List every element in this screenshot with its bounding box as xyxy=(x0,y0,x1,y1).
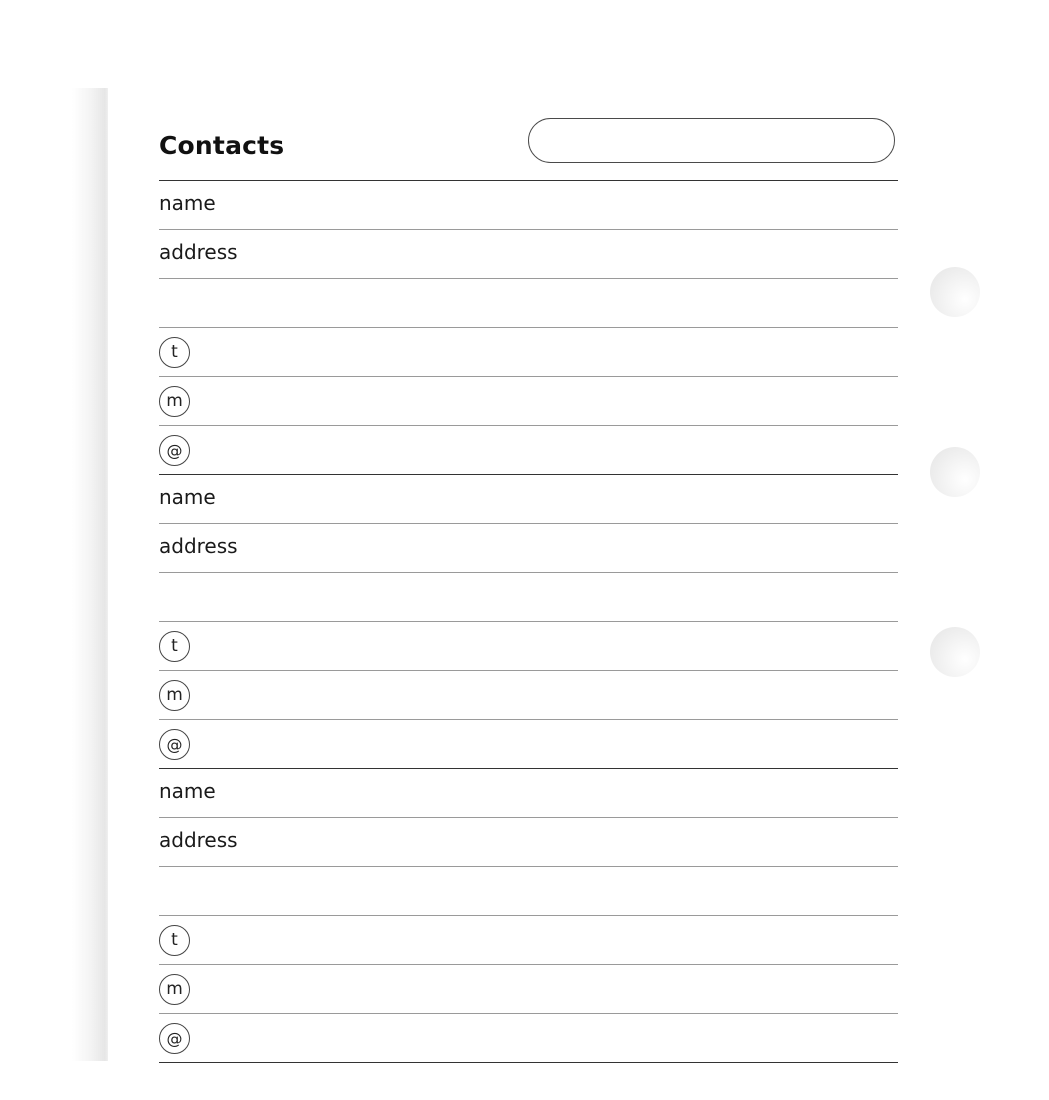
address-label: address xyxy=(159,240,238,264)
email-row[interactable] xyxy=(159,719,898,768)
spine-shadow xyxy=(72,88,108,1061)
address-label: address xyxy=(159,828,238,852)
mobile-row[interactable] xyxy=(159,670,898,719)
page-header xyxy=(159,118,898,180)
header-entry-field[interactable] xyxy=(528,118,895,163)
address-continuation-row[interactable] xyxy=(159,572,898,621)
address-label: address xyxy=(159,534,238,558)
name-row[interactable] xyxy=(159,474,898,523)
mobile-row[interactable] xyxy=(159,964,898,1013)
mobile-icon: m xyxy=(159,386,190,417)
telephone-icon: t xyxy=(159,631,190,662)
mobile-icon: m xyxy=(159,680,190,711)
punch-hole xyxy=(930,447,980,497)
address-continuation-row[interactable] xyxy=(159,866,898,915)
email-icon: @ xyxy=(159,435,190,466)
email-row[interactable] xyxy=(159,1013,898,1062)
telephone-row[interactable] xyxy=(159,621,898,670)
email-icon: @ xyxy=(159,1023,190,1054)
name-row[interactable] xyxy=(159,180,898,229)
email-icon: @ xyxy=(159,729,190,760)
name-label: name xyxy=(159,485,216,509)
email-row[interactable] xyxy=(159,425,898,474)
name-row[interactable] xyxy=(159,768,898,817)
address-row[interactable] xyxy=(159,817,898,866)
telephone-icon: t xyxy=(159,337,190,368)
telephone-row[interactable] xyxy=(159,915,898,964)
punch-hole xyxy=(930,627,980,677)
page-title: Contacts xyxy=(159,131,285,160)
mobile-icon: m xyxy=(159,974,190,1005)
telephone-row[interactable] xyxy=(159,327,898,376)
bottom-rule xyxy=(159,1062,898,1063)
punch-hole xyxy=(930,267,980,317)
telephone-icon: t xyxy=(159,925,190,956)
address-row[interactable] xyxy=(159,229,898,278)
name-label: name xyxy=(159,191,216,215)
address-row[interactable] xyxy=(159,523,898,572)
address-continuation-row[interactable] xyxy=(159,278,898,327)
name-label: name xyxy=(159,779,216,803)
contacts-list xyxy=(159,180,898,1063)
mobile-row[interactable] xyxy=(159,376,898,425)
